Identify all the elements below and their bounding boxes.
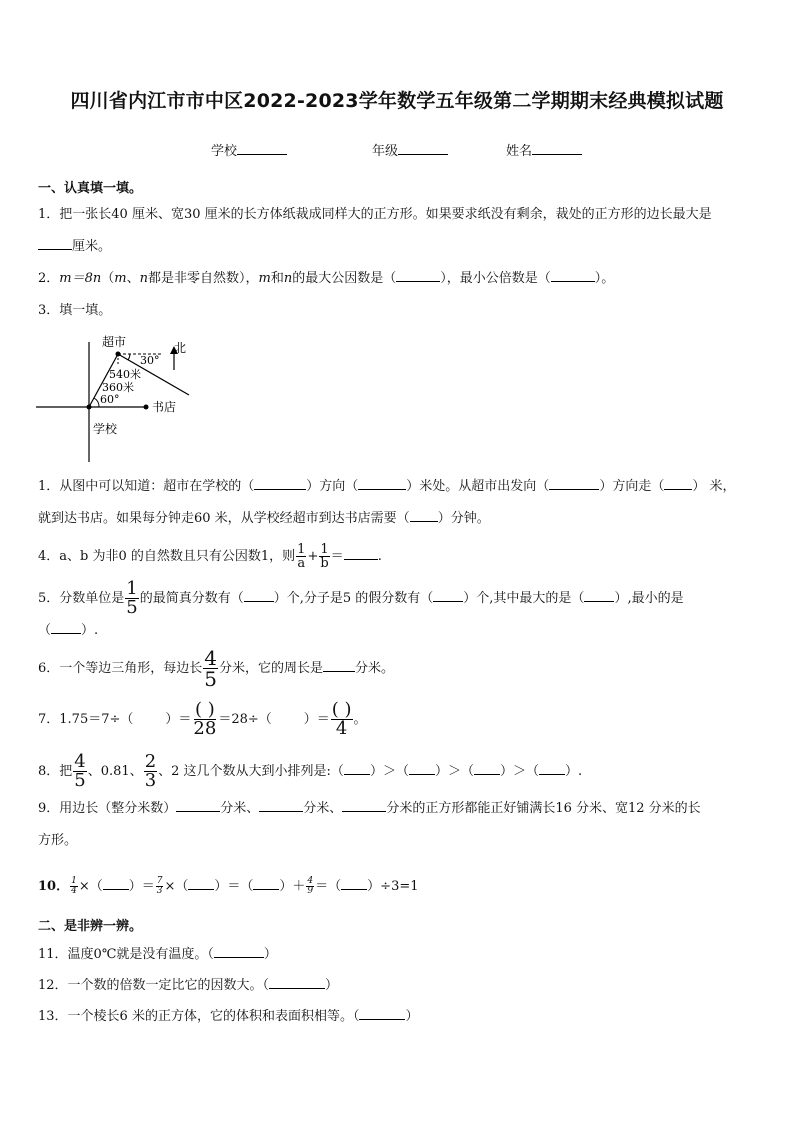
q9-text: 分米、	[303, 801, 343, 816]
q2-text: （	[101, 271, 115, 286]
q2-text: ），最小公倍数是（	[440, 271, 551, 286]
q10-text: ）＝	[128, 879, 155, 894]
q9-line2: 方形。	[38, 833, 78, 848]
q3-direction-blank[interactable]	[254, 489, 306, 490]
q3-minutes-blank[interactable]	[410, 521, 438, 522]
distance360-label: 360米	[102, 381, 134, 394]
q2-equation: m＝8n	[59, 271, 102, 286]
q12-blank[interactable]	[269, 988, 325, 989]
q5-text: ）.	[81, 623, 99, 638]
q8-blank-4[interactable]	[539, 774, 565, 775]
q3-text: ）方向（	[306, 479, 359, 494]
denominator: b	[320, 556, 329, 571]
q2-number: 2．	[38, 271, 60, 286]
fraction-1-over-a	[296, 543, 306, 570]
q8-blank-1[interactable]	[344, 774, 370, 775]
denominator: 4	[335, 718, 348, 739]
q8-text: ）.	[564, 764, 583, 779]
q2-text: 的最大公因数是（	[292, 271, 397, 286]
q10-text: ＝（	[315, 879, 342, 894]
name-field	[506, 140, 582, 159]
q3-label: 3．填一填。	[38, 303, 112, 318]
q4-equals: ＝	[330, 549, 344, 564]
q2-text: 都是非零自然数），	[148, 271, 259, 286]
q5-text: 的最简真分数有（	[139, 591, 244, 606]
q10-text: ×（	[164, 879, 189, 894]
q1-suffix: 厘米。	[72, 239, 112, 254]
q5-line1	[38, 580, 684, 617]
numerator: 4	[204, 646, 218, 670]
distance540-label: 540米	[109, 368, 141, 381]
numerator: 1	[126, 578, 138, 599]
q9-blank-2[interactable]	[259, 811, 303, 812]
q5-blank-2[interactable]	[433, 601, 463, 602]
q3-sub-line2	[38, 510, 490, 528]
location-diagram	[36, 332, 216, 462]
q8-blank-2[interactable]	[409, 774, 435, 775]
q2-var-m: m	[258, 271, 271, 286]
q3-text: 1．从图中可以知道：超市在学校的（	[38, 479, 255, 494]
q7-line	[38, 700, 367, 740]
q10-blank-4[interactable]	[341, 889, 367, 890]
numerator: 2	[144, 751, 157, 772]
q7-text: ）＝	[165, 712, 192, 727]
q12-text: 12．一个数的倍数一定比它的因数大。（	[38, 978, 270, 993]
q13-blank[interactable]	[359, 1019, 405, 1020]
fraction-4-5	[73, 753, 86, 790]
numerator: 4	[74, 751, 86, 772]
q5-line2	[38, 622, 98, 640]
q8-line	[38, 752, 582, 792]
q3-direction2-blank[interactable]	[549, 489, 599, 490]
school-blank[interactable]	[237, 154, 287, 155]
q5-blank-3[interactable]	[584, 601, 614, 602]
q4-blank[interactable]	[344, 559, 378, 560]
q2-lcm-blank[interactable]	[551, 281, 595, 282]
numerator: 1	[320, 542, 329, 557]
denominator: 9	[307, 886, 314, 896]
angle30-arc	[128, 354, 130, 360]
exam-title: 四川省内江市市中区2022-2023学年数学五年级第二学期期末经典模拟试题	[70, 90, 724, 112]
numerator: 1	[297, 542, 306, 557]
section2-title: 二、是非辨一辨。	[38, 919, 143, 934]
q2-text: 和	[270, 271, 284, 286]
q9-text: 分米、	[220, 801, 260, 816]
q3-angle-blank[interactable]	[358, 489, 406, 490]
q6-blank[interactable]	[323, 671, 355, 672]
bookstore-point	[144, 405, 149, 410]
fraction-4-9	[306, 877, 314, 896]
q8-text: ）＞（	[434, 764, 474, 779]
q3-text: 就到达书店。如果每分钟走60 米，从学校经超市到达书店需要（	[38, 511, 410, 526]
q5-text: ）个,其中最大的是（	[463, 591, 585, 606]
name-label: 姓名	[506, 144, 533, 159]
angle30-label: 30°	[140, 354, 160, 367]
q4-text: 4．a、b 为非0 的自然数且只有公因数1，则	[38, 549, 296, 564]
q2-text: ）。	[594, 271, 615, 286]
q1-blank[interactable]	[38, 249, 72, 250]
denominator: 5	[126, 597, 138, 618]
q8-text: 、2 这几个数从大到小排列是:（	[158, 764, 344, 779]
fraction-4-5	[203, 648, 218, 689]
bookstore-label: 书店	[152, 400, 177, 414]
q6-text: 6．一个等边三角形，每边长	[38, 661, 203, 676]
fraction-1-over-b	[319, 543, 329, 570]
q9-blank-3[interactable]	[342, 811, 386, 812]
q10-blank-1[interactable]	[103, 889, 129, 890]
school-label-diagram: 学校	[93, 422, 118, 436]
supermarket-label: 超市	[102, 335, 127, 349]
q7-text: 。	[353, 712, 367, 727]
q2-var-m: m	[114, 271, 127, 286]
q10-number: 10．	[38, 879, 70, 894]
q10-text: ）＝（	[214, 879, 254, 894]
north-label: 北	[174, 341, 187, 355]
q8-text: 、0.81、	[87, 764, 143, 779]
q2-text: 、	[126, 271, 140, 286]
fraction-1-5	[125, 580, 138, 617]
denominator: a	[297, 556, 306, 571]
name-blank[interactable]	[532, 154, 582, 155]
q2-var-n: n	[283, 271, 293, 286]
denominator: 5	[204, 667, 218, 691]
q4-line	[38, 540, 382, 574]
fraction-7-3	[156, 877, 164, 896]
q10-text: ×（	[78, 879, 103, 894]
q13-text: ）	[405, 1009, 419, 1024]
supermarket-point	[116, 352, 121, 357]
q2-line	[38, 270, 614, 288]
q9-line1	[38, 800, 701, 818]
q8-text: ）＞（	[369, 764, 409, 779]
q5-blank-1[interactable]	[244, 601, 274, 602]
grade-field	[372, 140, 448, 159]
q8-text: ）＞（	[499, 764, 539, 779]
q2-gcd-blank[interactable]	[396, 281, 440, 282]
numerator: ( )	[331, 699, 352, 720]
q7-text: ＝28÷（	[218, 712, 272, 727]
q10-line	[38, 872, 419, 902]
q2-var-n: n	[139, 271, 148, 286]
q9-text: 9．用边长（整分米数）	[38, 801, 177, 816]
school-field	[211, 140, 287, 159]
q5-text: 5．分数单位是	[38, 591, 125, 606]
numerator: 4	[307, 876, 314, 886]
q5-text: （	[38, 623, 52, 638]
grade-label: 年级	[372, 144, 399, 159]
q11-line	[38, 946, 277, 964]
q3-text: ）方向走（	[599, 479, 665, 494]
q5-text: ）,最小的是	[614, 591, 684, 606]
school-label: 学校	[211, 144, 238, 159]
numerator: 7	[156, 876, 163, 886]
q5-text: ）个,分子是5 的假分数有（	[273, 591, 434, 606]
fraction-1-4	[70, 877, 78, 896]
denominator: 3	[144, 770, 157, 791]
fraction-blank-28	[192, 701, 217, 738]
denominator: 28	[193, 718, 217, 739]
q7-text: 7．1.75＝7÷（	[38, 712, 134, 727]
q3-text: ）分钟。	[437, 511, 490, 526]
q3-distance-blank[interactable]	[664, 489, 692, 490]
fraction-2-3	[144, 753, 157, 790]
q11-blank[interactable]	[214, 957, 264, 958]
q10-text: ）＋	[279, 879, 306, 894]
q3-sub-line1	[38, 478, 735, 496]
q9-text: 分米的正方形都能正好铺满长16 分米、宽12 分米的长	[386, 801, 701, 816]
q1-line1: 1．把一张长40 厘米、宽30 厘米的长方体纸裁成同样大的正方形。如果要求纸没有剩余，裁处的正方形的边长最大是	[38, 207, 712, 222]
q9-blank-1[interactable]	[176, 811, 220, 812]
grade-blank[interactable]	[398, 154, 448, 155]
denominator: 5	[74, 770, 86, 791]
q11-text: ）	[263, 947, 277, 962]
q13-line	[38, 1008, 418, 1026]
numerator: ( )	[194, 699, 215, 720]
q12-line	[38, 977, 338, 995]
denominator: 4	[71, 886, 77, 896]
q11-text: 11．温度0℃就是没有温度。（	[38, 947, 214, 962]
q10-blank-2[interactable]	[188, 889, 214, 890]
q3-text: ） 米，	[692, 479, 736, 494]
q10-blank-3[interactable]	[253, 889, 279, 890]
fraction-blank-4	[331, 701, 353, 738]
q6-text: 分米。	[355, 661, 395, 676]
q12-text: ）	[325, 978, 339, 993]
q5-blank-4[interactable]	[51, 633, 81, 634]
angle60-label: 60°	[100, 393, 120, 406]
q7-text: ）＝	[303, 712, 330, 727]
q8-blank-3[interactable]	[474, 774, 500, 775]
q1-line2	[38, 238, 111, 256]
q4-text: .	[377, 549, 382, 564]
angle60-arc	[94, 398, 99, 407]
section1-title: 一、认真填一填。	[38, 181, 143, 196]
denominator: 3	[156, 886, 163, 896]
q3-text: ）米处。从超市出发向（	[406, 479, 550, 494]
q8-text: 8．把	[38, 764, 73, 779]
school-point	[87, 405, 92, 410]
q4-plus: +	[307, 549, 319, 564]
q13-text: 13．一个棱长6 米的正方体，它的体积和表面积相等。（	[38, 1009, 360, 1024]
numerator: 1	[71, 876, 77, 886]
q6-line	[38, 648, 394, 689]
q6-text: 分米，它的周长是	[219, 661, 324, 676]
q10-text: ）÷3=1	[367, 879, 419, 894]
